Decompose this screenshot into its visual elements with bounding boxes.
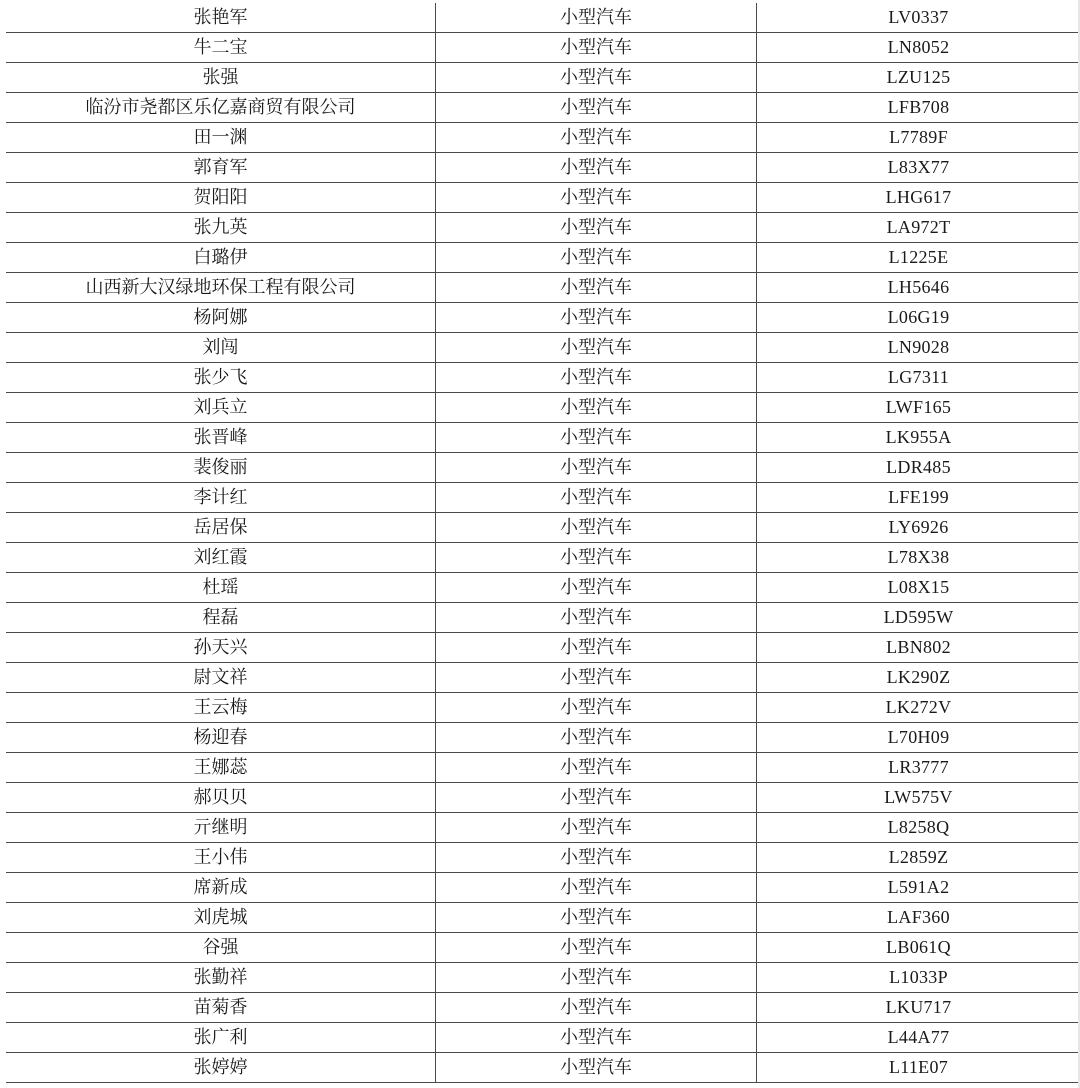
owner-name-cell: 临汾市尧都区乐亿嘉商贸有限公司 — [6, 93, 436, 123]
table-row — [6, 843, 1080, 873]
table-row — [6, 33, 1080, 63]
table-row — [6, 363, 1080, 393]
vehicle-type-cell: 小型汽车 — [436, 453, 757, 483]
table-row — [6, 573, 1080, 603]
plate-number-cell: L08X15 — [757, 573, 1080, 603]
vehicle-type-cell: 小型汽车 — [436, 153, 757, 183]
owner-name-cell: 张晋峰 — [6, 423, 436, 453]
owner-name-cell: 山西新大汉绿地环保工程有限公司 — [6, 273, 436, 303]
table-row — [6, 543, 1080, 573]
table-row — [6, 753, 1080, 783]
owner-name-cell: 刘红霞 — [6, 543, 436, 573]
vehicle-type-cell: 小型汽车 — [436, 903, 757, 933]
table-row — [6, 633, 1080, 663]
vehicle-type-cell: 小型汽车 — [436, 633, 757, 663]
table-row — [6, 243, 1080, 273]
vehicle-type-cell: 小型汽车 — [436, 33, 757, 63]
vehicle-type-cell: 小型汽车 — [436, 1053, 757, 1083]
plate-number-cell: L2859Z — [757, 843, 1080, 873]
plate-number-cell: LK272V — [757, 693, 1080, 723]
owner-name-cell: 杨迎春 — [6, 723, 436, 753]
vehicle-type-cell: 小型汽车 — [436, 303, 757, 333]
table-row — [6, 423, 1080, 453]
plate-number-cell: L11E07 — [757, 1053, 1080, 1083]
vehicle-type-cell: 小型汽车 — [436, 873, 757, 903]
owner-name-cell: 王云梅 — [6, 693, 436, 723]
vehicle-type-cell: 小型汽车 — [436, 723, 757, 753]
owner-name-cell: 席新成 — [6, 873, 436, 903]
plate-number-cell: LBN802 — [757, 633, 1080, 663]
owner-name-cell: 牛二宝 — [6, 33, 436, 63]
owner-name-cell: 张婷婷 — [6, 1053, 436, 1083]
plate-number-cell: LWF165 — [757, 393, 1080, 423]
owner-name-cell: 谷强 — [6, 933, 436, 963]
owner-name-cell: 王小伟 — [6, 843, 436, 873]
table-body — [6, 3, 1080, 1083]
vehicle-type-cell: 小型汽车 — [436, 663, 757, 693]
plate-number-cell: L7789F — [757, 123, 1080, 153]
vehicle-type-cell: 小型汽车 — [436, 603, 757, 633]
table-row — [6, 183, 1080, 213]
vehicle-type-cell: 小型汽车 — [436, 63, 757, 93]
owner-name-cell: 张强 — [6, 63, 436, 93]
vehicle-registration-table — [6, 3, 1080, 1083]
table-row — [6, 93, 1080, 123]
table-row — [6, 963, 1080, 993]
owner-name-cell: 亓继明 — [6, 813, 436, 843]
vehicle-type-cell: 小型汽车 — [436, 3, 757, 33]
plate-number-cell: LN9028 — [757, 333, 1080, 363]
owner-name-cell: 张九英 — [6, 213, 436, 243]
table-row — [6, 273, 1080, 303]
vehicle-type-cell: 小型汽车 — [436, 573, 757, 603]
plate-number-cell: LDR485 — [757, 453, 1080, 483]
plate-number-cell: LD595W — [757, 603, 1080, 633]
vehicle-type-cell: 小型汽车 — [436, 933, 757, 963]
vehicle-type-cell: 小型汽车 — [436, 993, 757, 1023]
table-row — [6, 723, 1080, 753]
vehicle-type-cell: 小型汽车 — [436, 963, 757, 993]
plate-number-cell: LKU717 — [757, 993, 1080, 1023]
owner-name-cell: 岳居保 — [6, 513, 436, 543]
plate-number-cell: L1225E — [757, 243, 1080, 273]
vehicle-type-cell: 小型汽车 — [436, 183, 757, 213]
plate-number-cell: LN8052 — [757, 33, 1080, 63]
plate-number-cell: LR3777 — [757, 753, 1080, 783]
owner-name-cell: 郝贝贝 — [6, 783, 436, 813]
vehicle-type-cell: 小型汽车 — [436, 333, 757, 363]
table-row — [6, 153, 1080, 183]
vehicle-type-cell: 小型汽车 — [436, 393, 757, 423]
table-row — [6, 783, 1080, 813]
plate-number-cell: LH5646 — [757, 273, 1080, 303]
owner-name-cell: 刘兵立 — [6, 393, 436, 423]
table-row — [6, 393, 1080, 423]
owner-name-cell: 杨阿娜 — [6, 303, 436, 333]
table-row — [6, 903, 1080, 933]
table-row — [6, 123, 1080, 153]
plate-number-cell: LY6926 — [757, 513, 1080, 543]
vehicle-type-cell: 小型汽车 — [436, 423, 757, 453]
vehicle-type-cell: 小型汽车 — [436, 693, 757, 723]
owner-name-cell: 刘虎城 — [6, 903, 436, 933]
table-row — [6, 873, 1080, 903]
vehicle-type-cell: 小型汽车 — [436, 213, 757, 243]
plate-number-cell: L70H09 — [757, 723, 1080, 753]
table-row — [6, 813, 1080, 843]
vehicle-type-cell: 小型汽车 — [436, 243, 757, 273]
owner-name-cell: 孙天兴 — [6, 633, 436, 663]
vehicle-type-cell: 小型汽车 — [436, 1023, 757, 1053]
owner-name-cell: 张艳军 — [6, 3, 436, 33]
plate-number-cell: L83X77 — [757, 153, 1080, 183]
plate-number-cell: L78X38 — [757, 543, 1080, 573]
owner-name-cell: 张广利 — [6, 1023, 436, 1053]
table-row — [6, 1023, 1080, 1053]
owner-name-cell: 苗菊香 — [6, 993, 436, 1023]
table-row — [6, 513, 1080, 543]
plate-number-cell: LV0337 — [757, 3, 1080, 33]
plate-number-cell: LAF360 — [757, 903, 1080, 933]
owner-name-cell: 刘闯 — [6, 333, 436, 363]
plate-number-cell: L1033P — [757, 963, 1080, 993]
plate-number-cell: L591A2 — [757, 873, 1080, 903]
owner-name-cell: 田一渊 — [6, 123, 436, 153]
plate-number-cell: L06G19 — [757, 303, 1080, 333]
vehicle-type-cell: 小型汽车 — [436, 273, 757, 303]
owner-name-cell: 程磊 — [6, 603, 436, 633]
table-row — [6, 3, 1080, 33]
owner-name-cell: 裴俊丽 — [6, 453, 436, 483]
vehicle-type-cell: 小型汽车 — [436, 843, 757, 873]
owner-name-cell: 王娜蕊 — [6, 753, 436, 783]
plate-number-cell: LFB708 — [757, 93, 1080, 123]
table-row — [6, 303, 1080, 333]
vehicle-type-cell: 小型汽车 — [436, 813, 757, 843]
plate-number-cell: LFE199 — [757, 483, 1080, 513]
owner-name-cell: 张少飞 — [6, 363, 436, 393]
table-row — [6, 1053, 1080, 1083]
plate-number-cell: LB061Q — [757, 933, 1080, 963]
plate-number-cell: LZU125 — [757, 63, 1080, 93]
plate-number-cell: L44A77 — [757, 1023, 1080, 1053]
table-row — [6, 213, 1080, 243]
table-row — [6, 63, 1080, 93]
vehicle-type-cell: 小型汽车 — [436, 543, 757, 573]
table-row — [6, 483, 1080, 513]
owner-name-cell: 李计红 — [6, 483, 436, 513]
table-row — [6, 993, 1080, 1023]
plate-number-cell: LG7311 — [757, 363, 1080, 393]
plate-number-cell: L8258Q — [757, 813, 1080, 843]
vehicle-type-cell: 小型汽车 — [436, 483, 757, 513]
table-row — [6, 693, 1080, 723]
vehicle-type-cell: 小型汽车 — [436, 783, 757, 813]
table-row — [6, 453, 1080, 483]
owner-name-cell: 郭育军 — [6, 153, 436, 183]
owner-name-cell: 白璐伊 — [6, 243, 436, 273]
vehicle-type-cell: 小型汽车 — [436, 753, 757, 783]
vehicle-type-cell: 小型汽车 — [436, 93, 757, 123]
plate-number-cell: LHG617 — [757, 183, 1080, 213]
plate-number-cell: LA972T — [757, 213, 1080, 243]
plate-number-cell: LK955A — [757, 423, 1080, 453]
vehicle-type-cell: 小型汽车 — [436, 363, 757, 393]
owner-name-cell: 杜瑶 — [6, 573, 436, 603]
table-row — [6, 663, 1080, 693]
table-row — [6, 333, 1080, 363]
owner-name-cell: 张勤祥 — [6, 963, 436, 993]
owner-name-cell: 贺阳阳 — [6, 183, 436, 213]
vehicle-type-cell: 小型汽车 — [436, 123, 757, 153]
vehicle-type-cell: 小型汽车 — [436, 513, 757, 543]
table-row — [6, 603, 1080, 633]
plate-number-cell: LW575V — [757, 783, 1080, 813]
plate-number-cell: LK290Z — [757, 663, 1080, 693]
owner-name-cell: 尉文祥 — [6, 663, 436, 693]
table-row — [6, 933, 1080, 963]
